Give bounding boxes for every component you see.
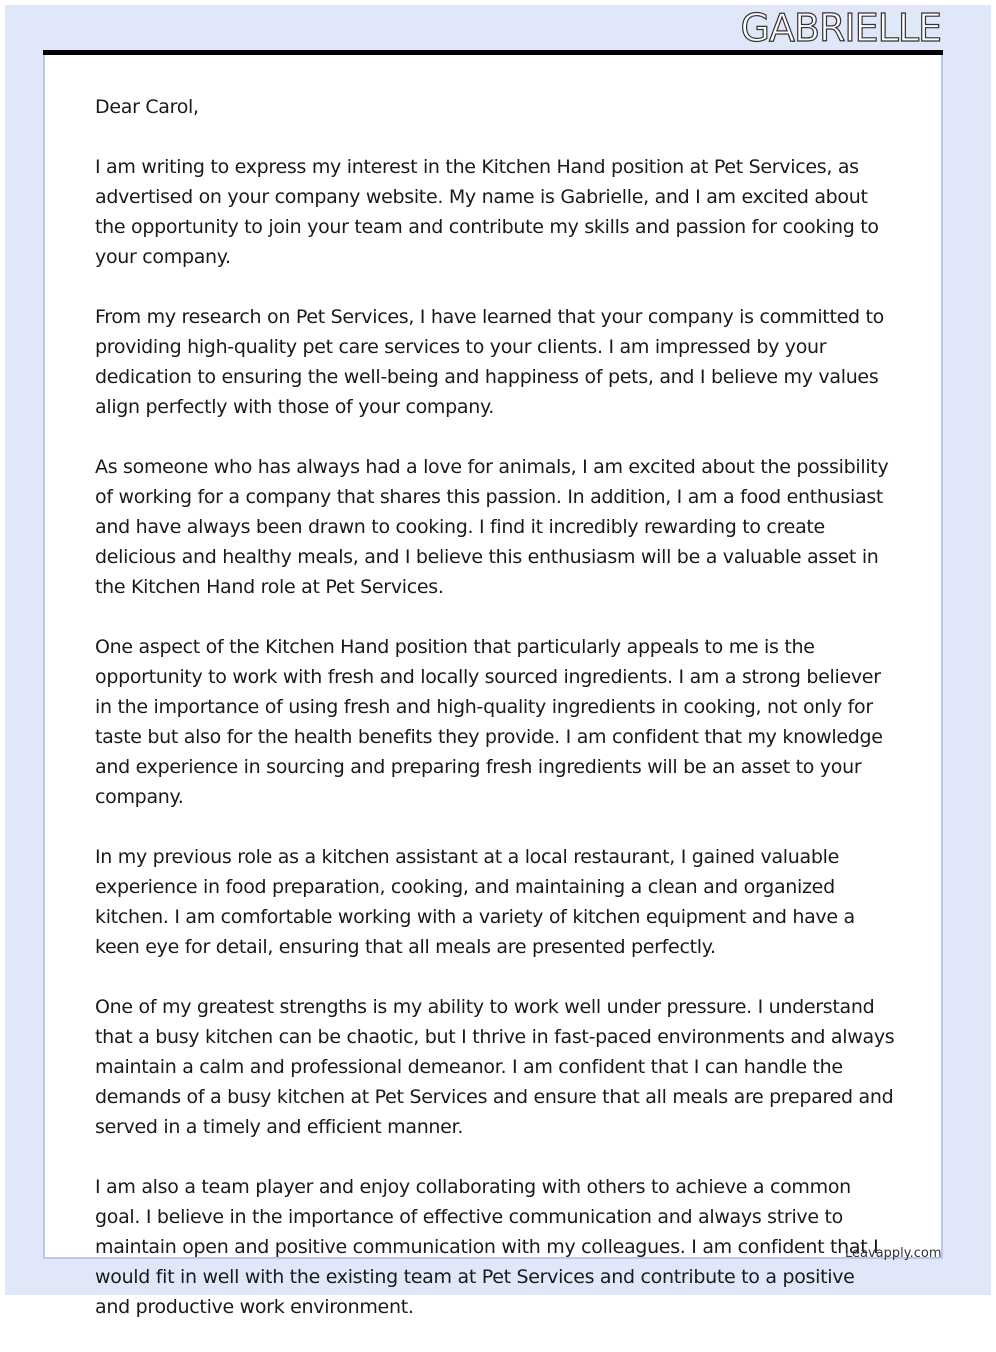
letter-paragraph: One of my greatest strengths is my ability to work well under pressure. I understand that a busy kitchen can be chaotic, but I thrive in fast-paced environments and always maintain a calm and professional demeanor. I am confident that I can handle the demands of a busy kitchen at Pet Services and ensure that all meals are prepared and served in a timely and efficient manner.: [95, 996, 895, 1138]
salutation: Dear Carol,: [95, 96, 199, 118]
header-rule: [43, 50, 943, 55]
letter-paragraph: I am writing to express my interest in the Kitchen Hand position at Pet Services, as advertised on your company website. My name is Gabrielle, and I am excited about the opportunity to join your team and contribute my skills and passion for cooking to your company.: [95, 156, 879, 268]
site-watermark: Leavapply.com: [845, 1246, 942, 1261]
letter-paragraph: One aspect of the Kitchen Hand position that particularly appeals to me is the opportunity to work with fresh and locally sourced ingredients. I am a strong believer in the importance of using fresh and high-quality ingredients in cooking, not only for taste but also for the health benefits they provide. I am confident that my knowledge and experience in sourcing and preparing fresh ingredients will be an asset to your company.: [95, 636, 883, 808]
applicant-name-heading: GABRIELLE: [740, 6, 941, 50]
letter-paragraph: In my previous role as a kitchen assistant at a local restaurant, I gained valuable experience in food preparation, cooking, and maintaining a clean and organized kitchen. I am comfortable working with a variety of kitchen equipment and have a keen eye for detail, ensuring that all meals are presented perfectly.: [95, 846, 855, 958]
letter-body: [95, 92, 895, 1352]
letter-paragraph: From my research on Pet Services, I have learned that your company is committed to providing high-quality pet care services to your clients. I am impressed by your dedication to ensuring the well-being and happiness of pets, and I believe my values align perfectly with those of your company.: [95, 306, 884, 418]
letter-paragraph: As someone who has always had a love for animals, I am excited about the possibility of working for a company that shares this passion. In addition, I am a food enthusiast and have always been drawn to cooking. I find it incredibly rewarding to create delicious and healthy meals, and I believe this enthusiasm will be a valuable asset in the Kitchen Hand role at Pet Services.: [95, 456, 889, 598]
letter-paragraph: I am also a team player and enjoy collaborating with others to achieve a common goal. I believe in the importance of effective communication and always strive to maintain open and positive communication with my colleagues. I am confident that I would fit in well with the existing team at Pet Services and contribute to a positive and productive work environment.: [95, 1176, 879, 1318]
